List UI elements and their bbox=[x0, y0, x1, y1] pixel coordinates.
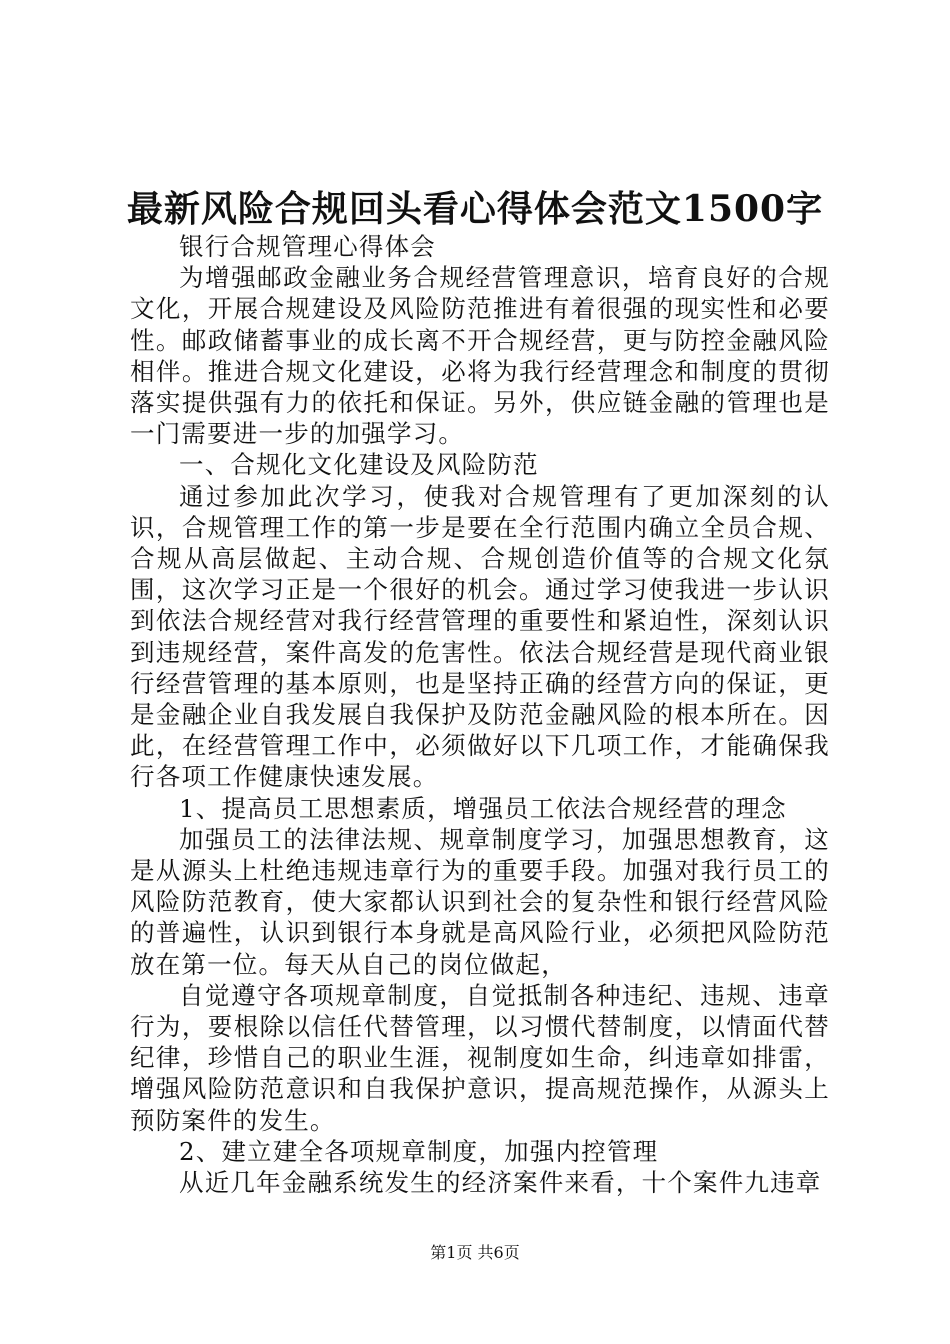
body-paragraph: 从近几年金融系统发生的经济案件来看，十个案件九违章 bbox=[179, 1168, 822, 1198]
body-paragraph: 通过参加此次学习，使我对合规管理有了更加深刻的认识，合规管理工作的第一步是要在全行范围内确立全员合规、合规从高层做起、主动合规、合规创造价值等的合规文化氛围，这次学习正是一个很好的机会。通过学习使我进一步认识到依法合规经营对我行经营管理的重要性和紧迫性，深刻认识到违规经营，案件高发的危害性。依法合规经营是现代商业银行经营管理的基本原则，也是坚持正确的经营方向的保证，更是金融企业自我发展自我保护及防范金融风险的根本所在。因此，在经营管理工作中，必须做好以下几项工作，才能确保我行各项工作健康快速发展。 bbox=[130, 481, 830, 792]
document-body bbox=[130, 231, 830, 1198]
subtitle-paragraph: 银行合规管理心得体会 bbox=[179, 232, 436, 261]
body-paragraph: 自觉遵守各项规章制度，自觉抵制各种违纪、违规、违章行为，要根除以信任代替管理，以习惯代替制度，以情面代替纪律，珍惜自己的职业生涯，视制度如生命，纠违章如排雷，增强风险防范意识和自我保护意识，提高规范操作，从源头上预防案件的发生。 bbox=[130, 980, 830, 1135]
section-heading: 1、提高员工思想素质，增强员工依法合规经营的理念 bbox=[179, 793, 787, 823]
section-heading: 2、建立建全各项规章制度，加强内控管理 bbox=[179, 1136, 659, 1166]
document-title: 最新风险合规回头看心得体会范文1500字 bbox=[126, 188, 824, 230]
page-number-footer: 第1页 共6页 bbox=[430, 1243, 520, 1262]
section-heading: 一、合规化文化建设及风险防范 bbox=[179, 450, 539, 480]
body-paragraph: 加强员工的法律法规、规章制度学习，加强思想教育，这是从源头上杜绝违规违章行为的重要手段。加强对我行员工的风险防范教育，使大家都认识到社会的复杂性和银行经营风险的普遍性，认识到银行本身就是高风险行业，必须把风险防范放在第一位。每天从自己的岗位做起， bbox=[130, 824, 830, 979]
body-paragraph: 为增强邮政金融业务合规经营管理意识，培育良好的合规文化，开展合规建设及风险防范推进有着很强的现实性和必要性。邮政储蓄事业的成长离不开合规经营，更与防控金融风险相伴。推进合规文化建设，必将为我行经营理念和制度的贯彻落实提供强有力的依托和保证。另外，供应链金融的管理也是一门需要进一步的加强学习。 bbox=[130, 263, 830, 449]
